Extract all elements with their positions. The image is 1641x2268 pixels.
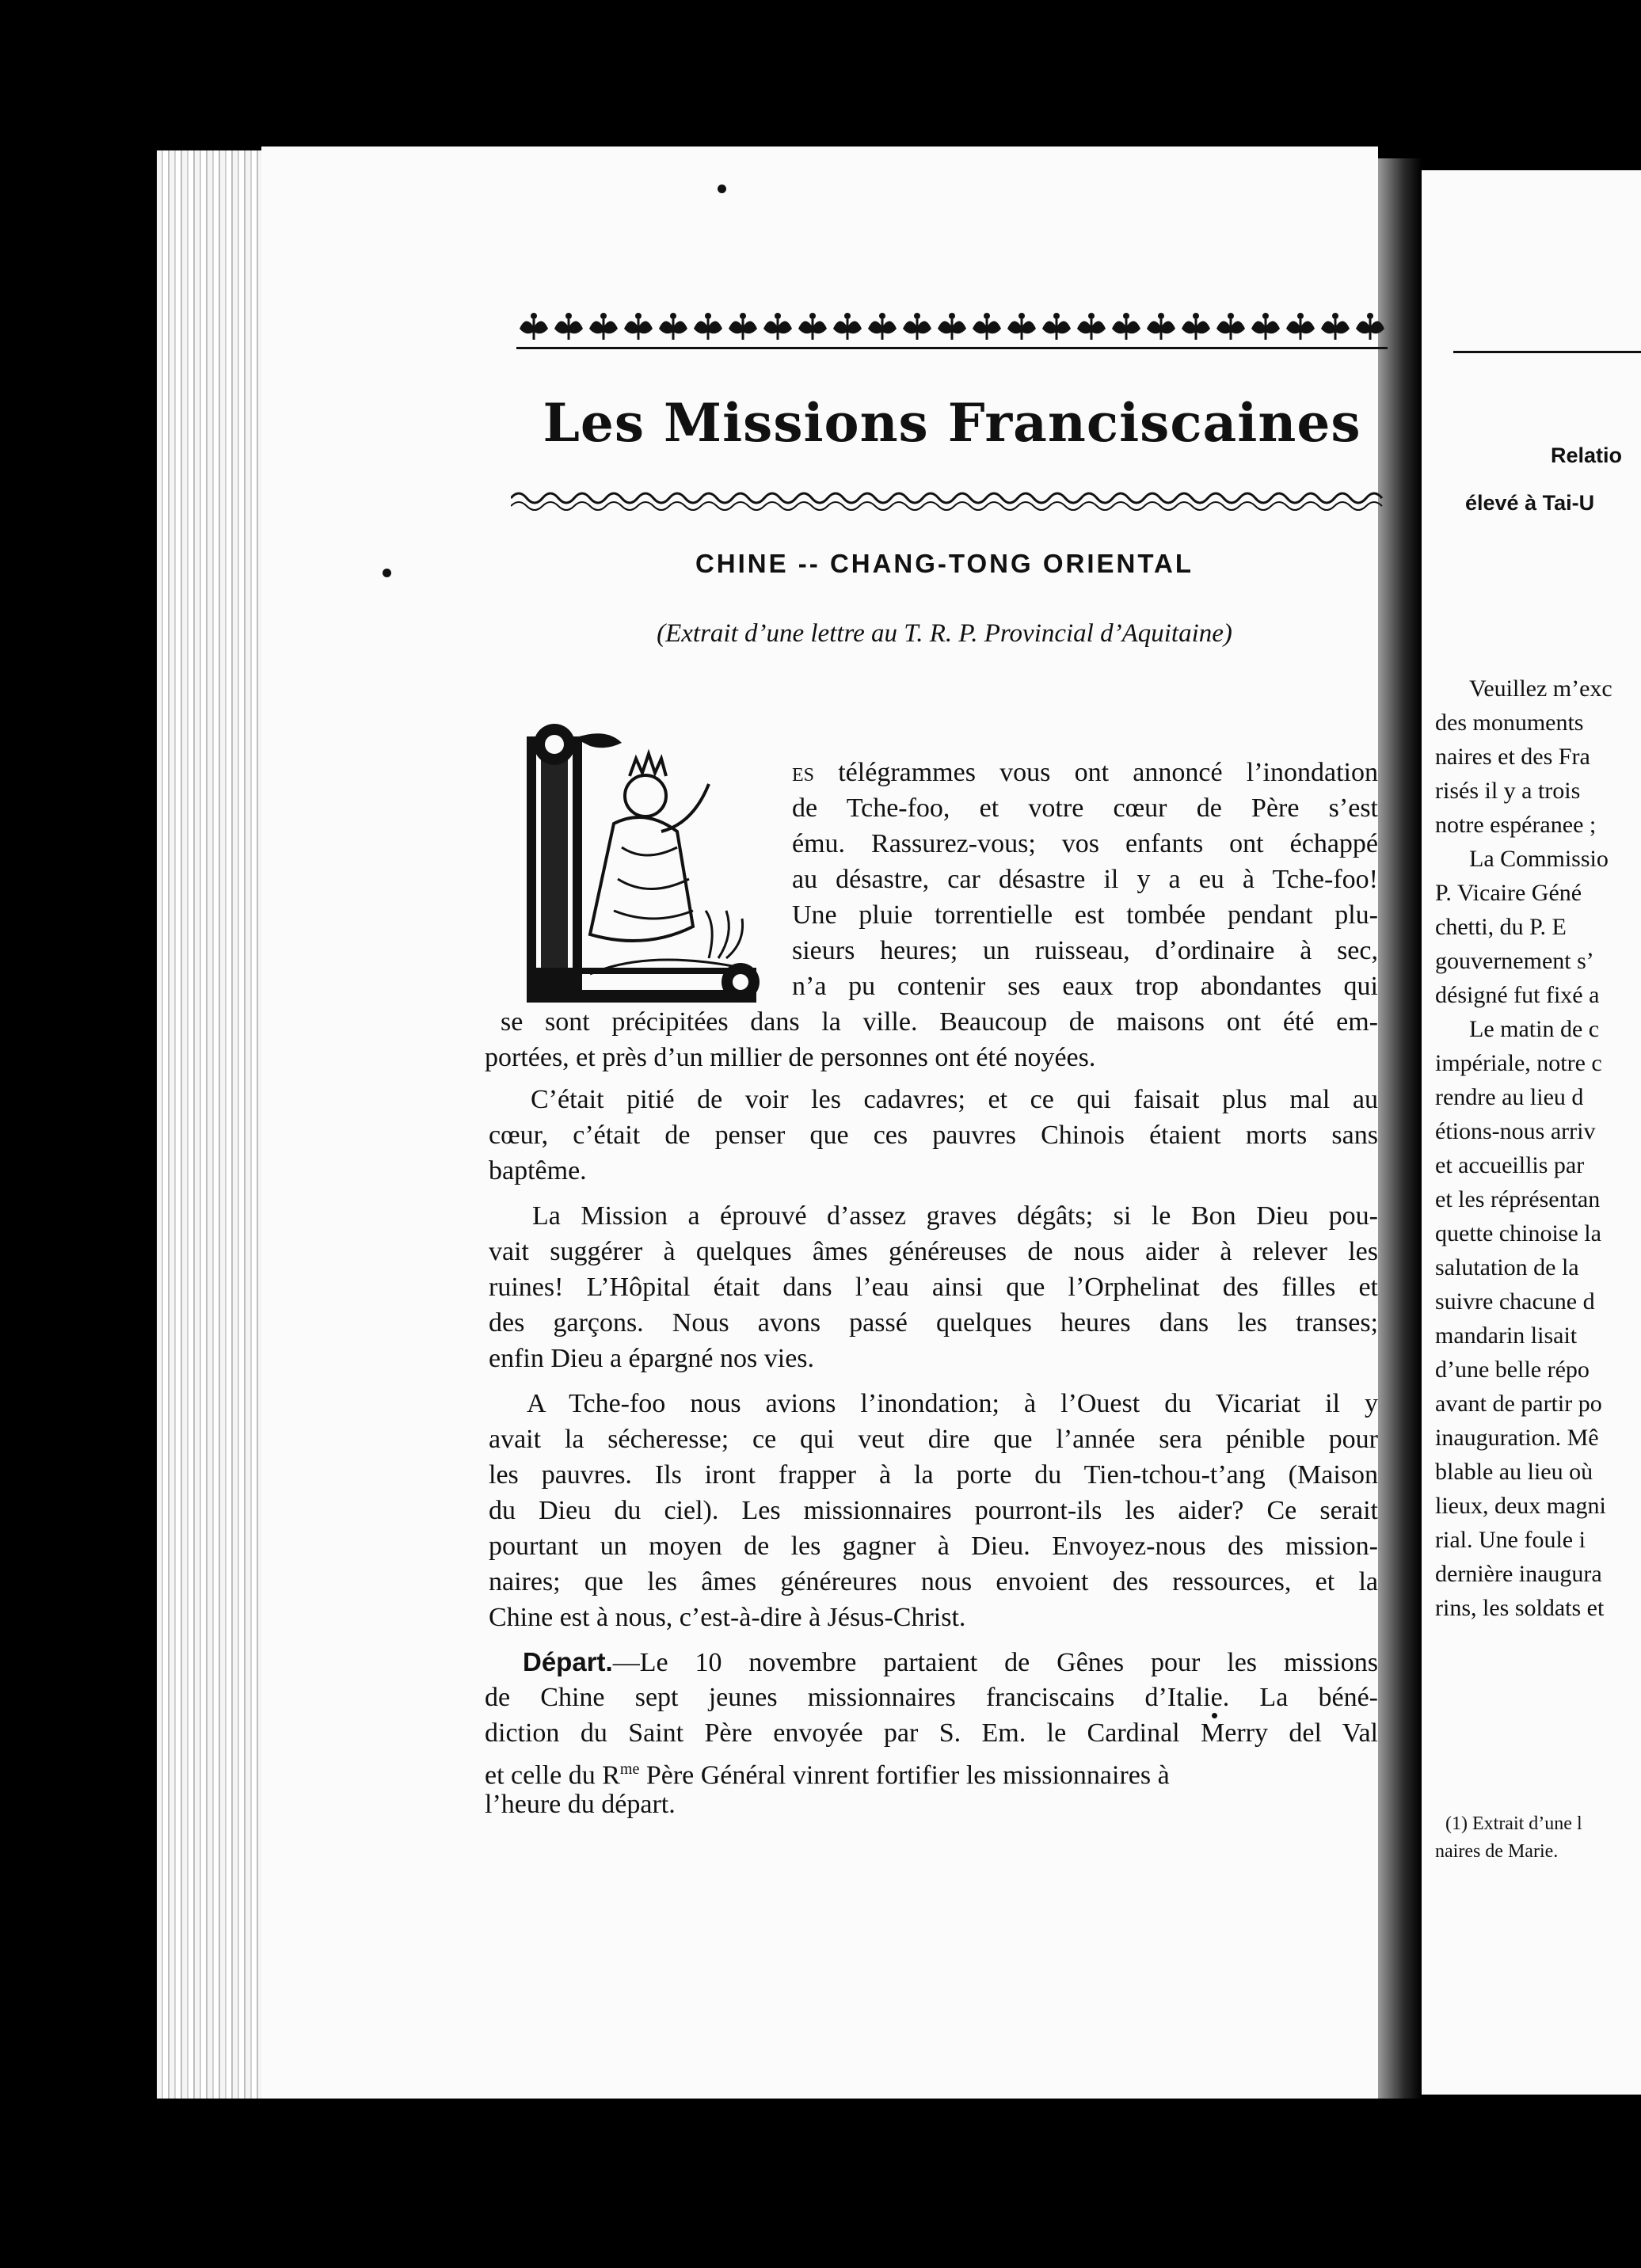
body-text-span: et celle du R <box>485 1760 620 1790</box>
right-page-line: blable au lieu où <box>1435 1459 1593 1485</box>
right-page-line: impériale, notre c <box>1435 1050 1602 1076</box>
body-text-line: pourtant un moyen de les gagner à Dieu. Envoyez-nous des mission- <box>489 1532 1378 1561</box>
body-text-span: —Le 10 novembre partaient de Gênes pour les missions <box>612 1648 1378 1677</box>
body-text-line: de Tche-foo, et votre cœur de Père s’est <box>792 793 1378 823</box>
right-page-line: Le matin de c <box>1469 1016 1600 1042</box>
illustrated-drop-cap <box>519 721 764 1014</box>
body-text-line: diction du Saint Père envoyée par S. Em. le Cardinal Merry del Val <box>485 1718 1378 1748</box>
right-page-line: des monuments <box>1435 710 1584 736</box>
body-text-line: avait la sécheresse; ce qui veut dire que l’année sera pénible pour <box>489 1425 1378 1454</box>
right-page-line: dernière inaugura <box>1435 1561 1602 1587</box>
body-text-line: enfin Dieu a épargné nos vies. <box>489 1344 815 1373</box>
right-page-line: étions-nous arriv <box>1435 1118 1596 1144</box>
wavy-rule <box>511 487 1386 516</box>
right-page-line: inauguration. Mê <box>1435 1425 1599 1451</box>
right-page-line: rins, les soldats et <box>1435 1595 1605 1621</box>
right-page-heading: Relatio <box>1551 443 1623 467</box>
right-page-line: avant de partir po <box>1435 1391 1602 1417</box>
ornament-rule <box>516 347 1388 349</box>
right-page-line: quette chinoise la <box>1435 1220 1601 1246</box>
body-text-line: vait suggérer à quelques âmes généreuses de nous aider à relever les <box>489 1237 1378 1266</box>
right-page-line: et accueillis par <box>1435 1152 1585 1178</box>
right-page-line: salutation de la <box>1435 1254 1579 1281</box>
body-text-line: baptême. <box>489 1156 587 1185</box>
right-page-line: gouvernement s’ <box>1435 948 1594 974</box>
right-page-heading: élevé à Tai-U <box>1465 491 1595 515</box>
body-text-line: La Mission a éprouvé d’assez graves dégâts; si le Bon Dieu pou- <box>532 1201 1378 1231</box>
drop-cap-tail: es <box>792 758 815 787</box>
right-page-line: risés il y a trois <box>1435 778 1581 804</box>
right-page-line: naires et des Fra <box>1435 744 1590 770</box>
body-text-line: les pauvres. Ils iront frapper à la porte du Tien-tchou-t’ang (Maison <box>489 1460 1378 1490</box>
body-text-line: ruines! L’Hôpital était dans l’eau ainsi que l’Orphelinat des filles et <box>489 1273 1378 1302</box>
body-text-line: A Tche-foo nous avions l’inondation; à l’Ouest du Vicariat il y <box>527 1389 1378 1418</box>
right-page-line: mandarin lisait <box>1435 1322 1578 1349</box>
right-page-line: chetti, du P. E <box>1435 914 1567 940</box>
body-text-line: des garçons. Nous avons passé quelques heures dans les transes; <box>489 1308 1378 1338</box>
body-text-line: sieurs heures; un ruisseau, d’ordinaire à sec, <box>792 936 1378 965</box>
body-text-line <box>792 756 1378 790</box>
body-text-line: cœur, c’était de penser que ces pauvres Chinois étaient morts sans <box>489 1121 1378 1150</box>
body-text-line: l’heure du départ. <box>485 1790 676 1819</box>
body-text-line: se sont précipitées dans la ville. Beaucoup de maisons ont été em- <box>501 1007 1378 1037</box>
right-page-line: notre espéranee ; <box>1435 812 1597 838</box>
right-page-line: et les réprésentan <box>1435 1186 1601 1212</box>
right-page-line: désigné fut fixé a <box>1435 982 1600 1008</box>
superscript: me <box>619 1760 640 1778</box>
body-text-line: de Chine sept jeunes missionnaires franciscains d’Italie. La béné- <box>485 1683 1378 1712</box>
depart-run-in-heading: Départ. <box>523 1647 613 1676</box>
right-page-line: rendre au lieu d <box>1435 1084 1584 1110</box>
body-text-line: Une pluie torrentielle est tombée pendant plu- <box>792 900 1378 930</box>
body-text-line: Chine est à nous, c’est-à-dire à Jésus-Christ. <box>489 1603 966 1632</box>
body-text-line: ému. Rassurez-vous; vos enfants ont échappé <box>792 829 1378 858</box>
right-page-line: d’une belle répo <box>1435 1357 1590 1383</box>
ink-speck <box>383 569 391 577</box>
body-text-line <box>485 1752 1378 1792</box>
body-text-span: Père Général vinrent fortifier les missionnaires à <box>639 1760 1170 1790</box>
section-heading: CHINE -- CHANG-TONG ORIENTAL <box>695 549 1194 578</box>
body-text-line: naires; que les âmes généreures nous envoient des ressources, et la <box>489 1567 1378 1596</box>
page-title: Les Missions Franciscaines <box>543 392 1361 454</box>
right-page-footnote: (1) Extrait d’une l <box>1445 1813 1582 1834</box>
body-text-line <box>523 1646 1378 1680</box>
body-text-line: portées, et près d’un millier de personnes ont été noyées. <box>485 1043 1096 1072</box>
right-page-rule <box>1453 351 1641 353</box>
section-subheading: (Extrait d’une lettre au T. R. P. Provincial d’Aquitaine) <box>657 619 1232 648</box>
right-page-footnote: naires de Marie. <box>1435 1841 1559 1862</box>
body-text-span: télégrammes vous ont annoncé l’inondation <box>814 758 1378 787</box>
ink-speck <box>718 185 726 193</box>
ornamental-header-band <box>516 305 1388 352</box>
right-page-line: suivre chacune d <box>1435 1288 1595 1315</box>
body-text-line: C’était pitié de voir les cadavres; et ce qui faisait plus mal au <box>531 1085 1378 1114</box>
body-text-line: au désastre, car désastre il y a eu à Tche-foo! <box>792 865 1378 894</box>
right-page-line: La Commissio <box>1469 846 1609 872</box>
right-page-line: P. Vicaire Géné <box>1435 880 1582 906</box>
body-text-line: du Dieu du ciel). Les missionnaires pourront-ils les aider? Ce serait <box>489 1496 1378 1525</box>
body-text-line: n’a pu contenir ses eaux trop abondantes qui <box>792 972 1378 1001</box>
right-page-line: lieux, deux magni <box>1435 1493 1606 1519</box>
right-page-line: rial. Une foule i <box>1435 1527 1586 1553</box>
right-page-line: Veuillez m’exc <box>1469 675 1612 702</box>
